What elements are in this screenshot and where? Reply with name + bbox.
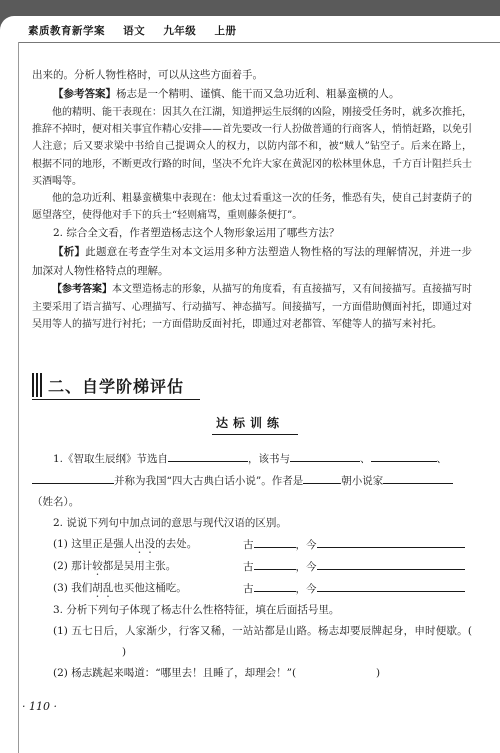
answer-blank[interactable] [317, 578, 465, 592]
analysis-text: 此题意在考查学生对本文运用多种方法塑造人物性格的写法的理解情况，并进一步加深对人物性格特点的理解。 [32, 246, 472, 278]
dotted-word: 较 [92, 560, 103, 572]
dotted-word: 胡乱 [92, 582, 114, 594]
exercise-q1-cont: 并称为我国“四大古典白话小说”。作者是 朝小说家 [32, 470, 472, 492]
answer-blank[interactable] [383, 470, 453, 484]
reference-answer-tag: 【参考答案】 [52, 284, 112, 296]
exercise-q3: 3. 分析下列句子体现了杨志什么性格特征，填在后面括号里。 [53, 604, 340, 616]
answer-blank[interactable] [168, 448, 248, 462]
body-paragraph: 他的急功近利、粗暴蛮横集中表现在：他太过看重这一次的任务，惟恐有失，使自己封妻荫子的愿望落空，使得他对手下的兵士“轻则痛骂，重则藤条便打”。 [32, 193, 472, 222]
lead-line: 出来的。分析人物性格时，可以从这些方面着手。 [32, 69, 263, 81]
question-2: 2. 综合全文看，作者塑造杨志这个人物形象运用了哪些方法？ [53, 227, 340, 240]
grade: 九年级 [163, 25, 197, 37]
answer-blank[interactable] [303, 470, 341, 484]
subtitle-underline [212, 434, 298, 435]
banner-rule [32, 399, 200, 400]
section-title: 二、自学阶梯评估 [48, 377, 185, 396]
reference-answer-text: 本文塑造杨志的形象，从描写的角度看，有直接描写，又有间接描写。直接描写时主要采用了语言描写、心理描写、行动描写、神态描写。间接描写，一方面借助侧面衬托，即通过对吴用等人的描写进行衬托；一方面借助反面衬托，即通过对老都管、军健等人的描写来衬托。 [32, 284, 472, 330]
book-title: 素质教育新学案 [28, 25, 105, 37]
section-subtitle: 达标训练 [215, 416, 284, 430]
answer-blank[interactable] [32, 642, 122, 655]
exercise-q2-item: (2) 那计较都是吴用主张。 古 ，今 [32, 556, 472, 578]
exercise-q1-end: （姓名）。 [32, 496, 80, 508]
answer-blank[interactable] [254, 534, 296, 548]
exercise-q2-item: (3) 我们胡乱也买他这桶吃。 古 ，今 [32, 578, 472, 600]
answer-blank[interactable] [290, 448, 360, 462]
exercise-q3-item: (1) 五七日后，人家渐少，行客又稀，一站站都是山路。杨志却要辰牌起身，申时便歇。() [32, 621, 472, 663]
left-margin-rule [18, 42, 19, 753]
page-number: · 110 · [22, 700, 57, 713]
subject: 语文 [123, 25, 146, 37]
dotted-word: 出没 [134, 538, 156, 550]
banner-bars [32, 373, 42, 397]
answer-section [32, 66, 472, 333]
answer-blank[interactable] [317, 556, 465, 570]
answer-blank[interactable] [371, 448, 437, 462]
reference-answer-1 [32, 85, 472, 104]
volume: 上册 [214, 25, 237, 37]
reference-answer-tag: 【参考答案】 [53, 88, 116, 100]
exercise-q2-item: (1) 这里正是强人出没的去处。 古 ，今 [32, 534, 472, 556]
answer-blank[interactable] [32, 470, 114, 484]
analysis [32, 243, 472, 281]
exercise-block [32, 448, 472, 684]
answer-blank[interactable] [296, 663, 376, 676]
answer-blank[interactable] [254, 578, 296, 592]
answer-blank[interactable] [254, 556, 296, 570]
section-banner [32, 373, 200, 397]
analysis-tag: 【析】 [53, 246, 86, 259]
reference-answer-text: 杨志是一个精明、谨慎、能干而又急功近利、粗暴蛮横的人。 [116, 88, 400, 100]
exercise-q2: 2. 说说下列句中加点词的意思与现代汉语的区别。 [53, 517, 287, 529]
exercise-q3-item: (2) 杨志跳起来喝道：“哪里去！且睡了，却理会！”( ) [32, 663, 472, 684]
body-paragraph: 他的精明、能干表现在：因其久在江湖，知道押运生辰纲的凶险，刚接受任务时，就多次推托，推辞不掉时，便对相关事宜作精心安排——首先要改一行人扮做普通的行商客人，悄悄赶路，以免引人注意；后又要求梁中书给自己提调众人的权力，以防内部不和，被“贼人”钻空子。后来在路上，根据不同的地形，不断更改行路的时间，坚决不允许大家在黄泥冈的松林里休息，千方百计阻拦兵士买酒喝等。 [32, 107, 472, 187]
reference-answer-2 [32, 281, 472, 333]
answer-blank[interactable] [317, 534, 465, 548]
running-header [28, 23, 250, 38]
exercise-q1: 1.《智取生辰纲》节选自 ，该书与 、 、 [32, 448, 472, 470]
header-rule [18, 42, 500, 43]
